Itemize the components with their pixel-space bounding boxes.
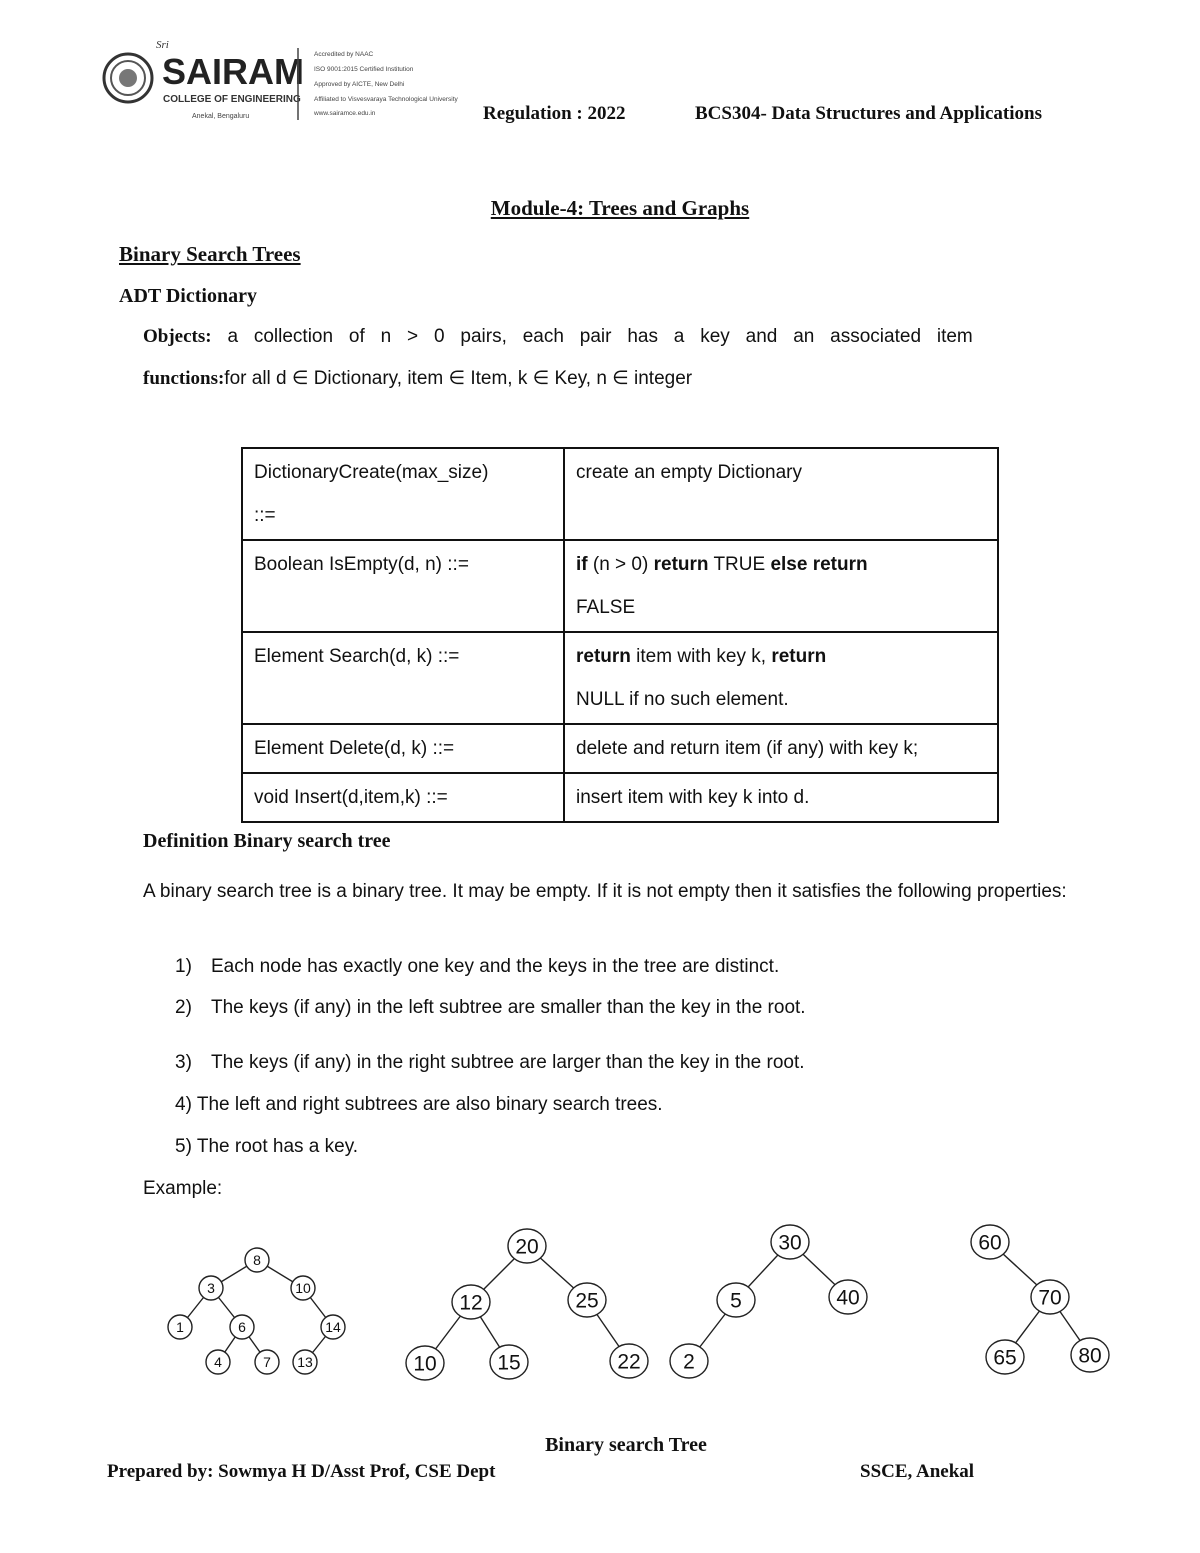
tree-node-label: 10 xyxy=(295,1280,311,1297)
objects-word: pair xyxy=(579,326,612,347)
keyword: else return xyxy=(770,554,868,575)
regulation-label: Regulation : 2022 xyxy=(483,103,626,124)
list-text: The keys (if any) in the left subtree are smaller than the key in the root. xyxy=(211,997,806,1018)
definition-paragraph: A binary search tree is a binary tree. It may be empty. If it is not empty then it satisfies the following properties: xyxy=(143,881,1067,902)
tree-node xyxy=(508,1229,546,1263)
tree-node-label: 20 xyxy=(515,1235,539,1259)
tree-node xyxy=(670,1344,708,1378)
table-row xyxy=(242,724,998,773)
tree-node xyxy=(406,1346,444,1380)
tree-node-label: 1 xyxy=(176,1319,184,1336)
tree-node xyxy=(568,1283,606,1317)
college-seal-icon xyxy=(104,54,152,102)
objects-word: a xyxy=(227,326,239,347)
list-item xyxy=(175,997,806,1019)
tree-node xyxy=(1031,1280,1069,1314)
logo-location: Anekal, Bengaluru xyxy=(192,113,250,120)
section-title: Binary Search Trees xyxy=(119,242,301,266)
adt-functions-line xyxy=(143,367,692,390)
table-cell xyxy=(564,540,998,632)
footer-institution: SSCE, Anekal xyxy=(860,1461,975,1482)
footer-author: Prepared by: Sowmya H D/Asst Prof, CSE Dept xyxy=(107,1461,496,1482)
table-cell xyxy=(242,540,564,632)
objects-word: item xyxy=(936,326,973,347)
cell-text: Element Delete(d, k) ::= xyxy=(254,738,455,759)
objects-word: > xyxy=(407,326,419,347)
adt-table xyxy=(241,447,999,823)
tree-node-label: 5 xyxy=(730,1289,742,1313)
tree-node-label: 10 xyxy=(413,1352,437,1376)
example-label: Example: xyxy=(143,1178,223,1199)
functions-text: for all d ∈ Dictionary, item ∈ Item, k ∈ Key, n ∈ integer xyxy=(224,368,693,389)
table-cell xyxy=(564,724,998,773)
objects-word: an xyxy=(793,326,815,347)
cell-text: create an empty Dictionary xyxy=(576,462,802,483)
table-cell xyxy=(242,724,564,773)
tree-node-label: 40 xyxy=(836,1286,860,1310)
cell-text: item with key k, xyxy=(630,646,772,667)
bst-examples-diagram xyxy=(0,1220,1200,1390)
cell-text: (n > 0) xyxy=(587,554,654,575)
list-item xyxy=(175,1052,805,1074)
tree-node xyxy=(610,1344,648,1378)
cell-text: insert item with key k into d. xyxy=(576,787,810,808)
tree-node xyxy=(771,1225,809,1259)
cell-text: Boolean IsEmpty(d, n) ::= xyxy=(254,554,469,575)
table-cell xyxy=(242,448,564,540)
table-cell xyxy=(242,632,564,724)
functions-label: functions: xyxy=(143,368,225,389)
logo-sup: Sri xyxy=(156,39,169,51)
tree-node xyxy=(971,1225,1009,1259)
tree-node-label: 3 xyxy=(207,1280,215,1297)
objects-word: and xyxy=(745,326,778,347)
tree-node-label: 15 xyxy=(497,1351,521,1375)
table-cell xyxy=(564,632,998,724)
objects-word: of xyxy=(348,326,365,347)
keyword: return xyxy=(653,554,709,575)
tree-node xyxy=(490,1345,528,1379)
tree-node-label: 80 xyxy=(1078,1344,1102,1368)
table-cell xyxy=(564,448,998,540)
cell-text: void Insert(d,item,k) ::= xyxy=(254,787,448,808)
list-text: The keys (if any) in the right subtree are larger than the key in the root. xyxy=(211,1052,805,1073)
tree-node xyxy=(1071,1338,1109,1372)
tree-node-label: 70 xyxy=(1038,1286,1062,1310)
tree-node-label: 25 xyxy=(575,1289,599,1313)
list-item xyxy=(175,956,779,978)
accreditation-line: ISO 9001:2015 Certified Institution xyxy=(314,66,414,73)
list-num: 4) xyxy=(175,1094,192,1115)
list-num: 5) xyxy=(175,1136,192,1157)
table-cell xyxy=(242,773,564,822)
cell-text: NULL if no such element. xyxy=(576,689,789,710)
tree-node xyxy=(452,1285,490,1319)
accreditation-line: www.sairamce.edu.in xyxy=(314,110,376,117)
tree-node-label: 4 xyxy=(214,1354,222,1371)
keyword: if xyxy=(576,554,588,575)
tree-node xyxy=(168,1315,192,1339)
accreditation-line: Approved by AICTE, New Delhi xyxy=(314,81,405,88)
tree-node xyxy=(255,1350,279,1374)
cell-text: ::= xyxy=(254,505,276,526)
tree-node xyxy=(291,1276,315,1300)
table-row xyxy=(242,632,998,724)
tree-node-label: 8 xyxy=(253,1252,261,1269)
tree-node xyxy=(230,1315,254,1339)
figure-caption: Binary search Tree xyxy=(545,1434,707,1456)
table-row xyxy=(242,540,998,632)
tree-node-label: 30 xyxy=(778,1231,802,1255)
objects-word: has xyxy=(627,326,658,347)
objects-word: n xyxy=(380,326,392,347)
cell-text: delete and return item (if any) with key k; xyxy=(576,738,919,759)
tree-node xyxy=(293,1350,317,1374)
cell-text: TRUE xyxy=(708,554,771,575)
tree-node xyxy=(717,1283,755,1317)
logo-college: COLLEGE OF ENGINEERING xyxy=(163,94,301,105)
list-item xyxy=(175,1136,358,1158)
list-text: The left and right subtrees are also binary search trees. xyxy=(196,1094,663,1115)
tree-node-label: 14 xyxy=(325,1319,341,1336)
definition-heading: Definition Binary search tree xyxy=(143,830,391,852)
objects-word: each xyxy=(522,326,564,347)
cell-text: Element Search(d, k) ::= xyxy=(254,646,460,667)
adt-heading: ADT Dictionary xyxy=(119,285,257,307)
accreditation-line: Accredited by NAAC xyxy=(314,51,374,58)
tree-node xyxy=(199,1276,223,1300)
tree-node-label: 12 xyxy=(459,1291,483,1315)
table-cell xyxy=(564,773,998,822)
tree-node-label: 6 xyxy=(238,1319,246,1336)
list-text: The root has a key. xyxy=(196,1136,359,1157)
tree-node xyxy=(206,1350,230,1374)
keyword: return xyxy=(576,646,631,667)
tree-node-label: 2 xyxy=(683,1350,695,1374)
tree-node-label: 65 xyxy=(993,1346,1017,1370)
objects-word: key xyxy=(700,326,730,347)
table-row xyxy=(242,773,998,822)
objects-word: 0 xyxy=(434,326,445,347)
objects-word: a xyxy=(673,326,685,347)
logo-name: SAIRAM xyxy=(162,51,304,92)
tree-node-label: 13 xyxy=(297,1354,313,1371)
tree-node xyxy=(986,1340,1024,1374)
tree-node xyxy=(829,1280,867,1314)
adt-objects-line xyxy=(143,326,973,348)
college-logo xyxy=(100,38,500,128)
objects-word: associated xyxy=(830,326,922,347)
objects-word: pairs, xyxy=(460,326,507,347)
tree-node xyxy=(321,1315,345,1339)
list-text: Each node has exactly one key and the keys in the tree are distinct. xyxy=(211,956,780,977)
list-num: 2) xyxy=(175,997,192,1018)
tree-node-label: 7 xyxy=(263,1354,271,1371)
tree-node xyxy=(245,1248,269,1272)
objects-label: Objects: xyxy=(143,326,212,347)
list-num: 1) xyxy=(175,956,192,977)
list-num: 3) xyxy=(175,1052,192,1073)
course-label: BCS304- Data Structures and Applications xyxy=(695,103,1042,124)
tree-node-label: 60 xyxy=(978,1231,1002,1255)
module-title: Module-4: Trees and Graphs xyxy=(490,196,750,220)
cell-text: DictionaryCreate(max_size) xyxy=(254,462,489,483)
keyword: return xyxy=(771,646,827,667)
cell-text: FALSE xyxy=(576,597,636,618)
list-item xyxy=(175,1094,663,1116)
tree-node-label: 22 xyxy=(617,1350,641,1374)
objects-word: collection xyxy=(253,326,334,347)
college-logo-graphic xyxy=(100,38,500,128)
table-row xyxy=(242,448,998,540)
accreditation-line: Affiliated to Visvesvaraya Technological University xyxy=(314,96,458,103)
